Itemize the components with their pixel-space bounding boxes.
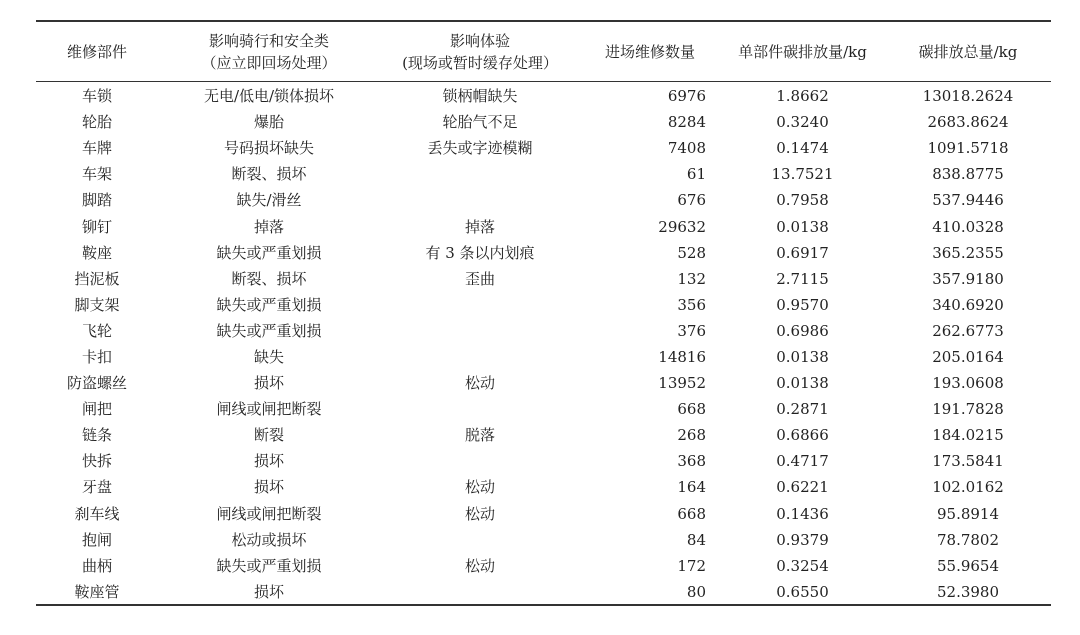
cell-total-emission: 838.8775 <box>932 165 1004 184</box>
cell-experience-issue: 脱落 <box>464 426 495 445</box>
table-row <box>36 266 1051 292</box>
table-row <box>36 81 1051 109</box>
cell-repair-quantity: 61 <box>686 165 706 184</box>
cell-safety-issue: 断裂、损坏 <box>231 269 307 288</box>
cell-experience-issue <box>380 187 580 213</box>
cell-unit-emission: 0.9379 <box>776 530 829 549</box>
cell-safety-issue: 无电/低电/锁体损坏 <box>203 87 335 106</box>
cell-total-emission: 537.9446 <box>932 191 1004 210</box>
cell-unit-emission: 0.1436 <box>776 504 829 523</box>
cell-experience-issue: 锁柄帽缺失 <box>442 87 518 106</box>
cell-part: 车牌 <box>81 139 112 158</box>
cell-repair-quantity: 368 <box>677 452 706 471</box>
header-total-emission <box>885 22 1051 81</box>
table-row <box>36 318 1051 344</box>
cell-safety-issue: 损坏 <box>253 478 284 497</box>
header-experience <box>380 22 580 81</box>
cell-part: 飞轮 <box>81 321 112 340</box>
cell-part: 车锁 <box>81 87 112 106</box>
cell-repair-quantity: 80 <box>686 582 706 601</box>
cell-repair-quantity: 172 <box>677 556 706 575</box>
cell-repair-quantity: 376 <box>677 321 706 340</box>
cell-experience-issue: 轮胎气不足 <box>442 113 518 132</box>
cell-part: 卡扣 <box>81 347 112 366</box>
table-row <box>36 213 1051 239</box>
cell-total-emission: 205.0164 <box>932 347 1004 366</box>
cell-safety-issue: 缺失或严重划损 <box>216 295 322 314</box>
cell-total-emission: 13018.2624 <box>922 87 1014 106</box>
cell-experience-issue: 掉落 <box>464 217 495 236</box>
cell-part: 脚踏 <box>81 191 112 210</box>
cell-safety-issue: 松动或损坏 <box>231 530 307 549</box>
cell-safety-issue: 缺失 <box>253 347 284 366</box>
cell-safety-issue: 断裂 <box>253 426 284 445</box>
cell-repair-quantity: 528 <box>677 243 706 262</box>
cell-safety-issue: 闸线或闸把断裂 <box>216 400 322 419</box>
table-row <box>36 579 1051 605</box>
cell-safety-issue: 损坏 <box>253 452 284 471</box>
cell-experience-issue <box>380 344 580 370</box>
cell-experience-issue <box>380 448 580 474</box>
table-row <box>36 240 1051 266</box>
cell-unit-emission: 0.7958 <box>776 191 829 210</box>
header-experience-line2: (现场或暂时缓存处理） <box>402 53 558 72</box>
cell-unit-emission: 13.7521 <box>771 165 834 184</box>
cell-part: 链条 <box>81 426 112 445</box>
header-quantity-label: 进场维修数量 <box>604 42 695 61</box>
header-unit-emission-label: 单部件碳排放量/kg <box>738 42 867 61</box>
cell-unit-emission: 0.2871 <box>776 400 829 419</box>
cell-total-emission: 193.0608 <box>932 374 1004 393</box>
cell-repair-quantity: 164 <box>677 478 706 497</box>
header-safety-line2: （应立即回场处理） <box>201 53 337 72</box>
header-experience-line1: 影响体验 <box>449 31 510 50</box>
cell-experience-issue <box>380 292 580 318</box>
cell-safety-issue: 缺失或严重划损 <box>216 321 322 340</box>
cell-total-emission: 95.8914 <box>936 504 1000 523</box>
header-part-label: 维修部件 <box>66 42 127 61</box>
cell-total-emission: 357.9180 <box>932 269 1004 288</box>
cell-part: 轮胎 <box>81 113 112 132</box>
cell-part: 闸把 <box>81 400 112 419</box>
cell-safety-issue: 闸线或闸把断裂 <box>216 504 322 523</box>
cell-part: 鞍座管 <box>74 582 120 601</box>
cell-repair-quantity: 668 <box>677 400 706 419</box>
cell-unit-emission: 1.8662 <box>776 87 829 106</box>
table-row <box>36 422 1051 448</box>
cell-safety-issue: 缺失/滑丝 <box>236 191 302 210</box>
table-row <box>36 135 1051 161</box>
cell-experience-issue: 有 3 条以内划痕 <box>425 243 535 262</box>
cell-unit-emission: 0.9570 <box>776 295 829 314</box>
table-row <box>36 474 1051 500</box>
table-row <box>36 396 1051 422</box>
cell-experience-issue: 松动 <box>464 556 495 575</box>
table-row <box>36 501 1051 527</box>
cell-experience-issue: 松动 <box>464 504 495 523</box>
cell-repair-quantity: 6976 <box>667 87 706 106</box>
cell-total-emission: 1091.5718 <box>927 139 1009 158</box>
cell-repair-quantity: 8284 <box>667 113 706 132</box>
cell-unit-emission: 0.1474 <box>776 139 829 158</box>
header-unit-emission <box>720 22 885 81</box>
table-row <box>36 344 1051 370</box>
cell-part: 车架 <box>81 165 112 184</box>
cell-total-emission: 173.5841 <box>932 452 1004 471</box>
cell-total-emission: 2683.8624 <box>927 113 1009 132</box>
header-part <box>36 22 158 81</box>
cell-experience-issue: 松动 <box>464 374 495 393</box>
table-row <box>36 527 1051 553</box>
cell-experience-issue <box>380 396 580 422</box>
table-row <box>36 161 1051 187</box>
cell-total-emission: 102.0162 <box>932 478 1004 497</box>
cell-unit-emission: 0.3254 <box>776 556 829 575</box>
table-header <box>36 22 1051 81</box>
cell-part: 牙盘 <box>81 478 112 497</box>
cell-safety-issue: 缺失或严重划损 <box>216 243 322 262</box>
cell-part: 刹车线 <box>74 504 120 523</box>
cell-unit-emission: 0.0138 <box>776 217 829 236</box>
cell-unit-emission: 0.4717 <box>776 452 829 471</box>
cell-unit-emission: 0.6550 <box>776 582 829 601</box>
cell-repair-quantity: 84 <box>686 530 706 549</box>
cell-repair-quantity: 29632 <box>658 217 706 236</box>
cell-safety-issue: 缺失或严重划损 <box>216 556 322 575</box>
cell-unit-emission: 0.6221 <box>776 478 829 497</box>
cell-part: 脚支架 <box>74 295 120 314</box>
table-row <box>36 370 1051 396</box>
cell-safety-issue: 损坏 <box>253 374 284 393</box>
cell-experience-issue <box>380 527 580 553</box>
cell-unit-emission: 0.6986 <box>776 321 829 340</box>
header-quantity <box>580 22 720 81</box>
table-row <box>36 553 1051 579</box>
header-total-emission-label: 碳排放总量/kg <box>918 42 1018 61</box>
cell-repair-quantity: 668 <box>677 504 706 523</box>
cell-safety-issue: 掉落 <box>253 217 284 236</box>
cell-experience-issue: 歪曲 <box>464 269 495 288</box>
cell-unit-emission: 0.6917 <box>776 243 829 262</box>
cell-repair-quantity: 13952 <box>658 374 706 393</box>
header-safety-line1: 影响骑行和安全类 <box>208 31 329 50</box>
cell-repair-quantity: 356 <box>677 295 706 314</box>
cell-part: 快拆 <box>81 452 112 471</box>
cell-total-emission: 55.9654 <box>936 556 1000 575</box>
cell-experience-issue <box>380 579 580 605</box>
table-row <box>36 448 1051 474</box>
cell-unit-emission: 0.0138 <box>776 374 829 393</box>
header-row <box>36 22 1051 81</box>
cell-total-emission: 340.6920 <box>932 295 1004 314</box>
table-row <box>36 292 1051 318</box>
cell-part: 铆钉 <box>81 217 112 236</box>
cell-total-emission: 365.2355 <box>932 243 1004 262</box>
cell-experience-issue <box>380 318 580 344</box>
cell-unit-emission: 0.3240 <box>776 113 829 132</box>
cell-repair-quantity: 676 <box>677 191 706 210</box>
cell-unit-emission: 2.7115 <box>776 269 829 288</box>
cell-safety-issue: 断裂、损坏 <box>231 165 307 184</box>
cell-total-emission: 184.0215 <box>932 426 1004 445</box>
table-row <box>36 109 1051 135</box>
table-body <box>36 81 1051 605</box>
cell-safety-issue: 号码损坏缺失 <box>223 139 314 158</box>
table-row <box>36 187 1051 213</box>
cell-repair-quantity: 7408 <box>667 139 706 158</box>
cell-total-emission: 191.7828 <box>932 400 1004 419</box>
header-safety <box>158 22 380 81</box>
cell-repair-quantity: 268 <box>677 426 706 445</box>
repair-emission-table <box>36 22 1051 605</box>
cell-safety-issue: 损坏 <box>253 582 284 601</box>
cell-total-emission: 78.7802 <box>936 530 1000 549</box>
cell-experience-issue <box>380 161 580 187</box>
cell-total-emission: 52.3980 <box>936 582 1000 601</box>
cell-repair-quantity: 14816 <box>658 347 706 366</box>
cell-part: 挡泥板 <box>74 269 120 288</box>
cell-safety-issue: 爆胎 <box>253 113 284 132</box>
cell-repair-quantity: 132 <box>677 269 706 288</box>
cell-experience-issue: 丢失或字迹模糊 <box>427 139 533 158</box>
cell-unit-emission: 0.6866 <box>776 426 829 445</box>
cell-unit-emission: 0.0138 <box>776 347 829 366</box>
cell-total-emission: 410.0328 <box>932 217 1004 236</box>
cell-total-emission: 262.6773 <box>932 321 1004 340</box>
cell-part: 曲柄 <box>81 556 112 575</box>
cell-part: 防盗螺丝 <box>66 374 127 393</box>
cell-experience-issue: 松动 <box>464 478 495 497</box>
cell-part: 抱闸 <box>81 530 112 549</box>
cell-part: 鞍座 <box>81 243 112 262</box>
